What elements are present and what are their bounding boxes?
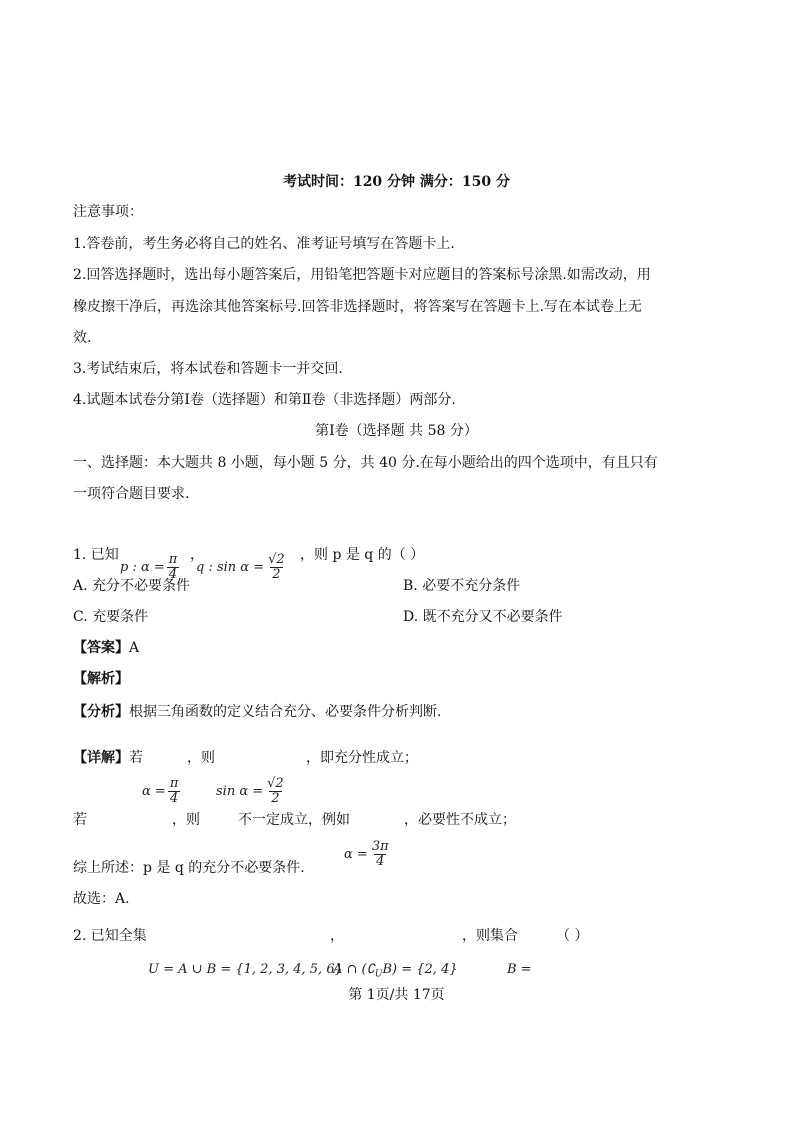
q1-alpha-expression — [142, 777, 182, 806]
q1-example-fraction — [370, 840, 391, 869]
q1-example-lhs: α = — [344, 847, 368, 862]
q1-q-expression — [196, 553, 289, 582]
q1-stem-comma: ， — [190, 547, 204, 563]
q1-detail2-if: 若 — [73, 812, 87, 828]
section-title: 第Ⅰ卷（选择题 共 58 分） — [315, 423, 478, 439]
q1-q-den: 2 — [272, 567, 281, 582]
q1-example-expression — [344, 840, 393, 869]
q1-sin-fraction — [265, 777, 286, 806]
q2-a-sub: U — [374, 969, 383, 980]
q1-sin-den: 2 — [271, 791, 280, 806]
q1-detail2-then: ，则 — [172, 812, 200, 828]
section-instruction-2: 一项符合题目要求. — [73, 486, 190, 502]
q2-stem-bracket: （ ） — [556, 928, 589, 944]
q1-choice-c: C. 充要条件 — [73, 609, 149, 625]
q1-p-lhs: p : α = — [120, 560, 165, 575]
q1-answer-value: A — [129, 640, 140, 656]
notice-item-2-cont: 橡皮擦干净后，再选涂其他答案标号.回答非选择题时，将答案写在答题卡上.写在本试卷上无 — [73, 299, 642, 315]
notice-item-2: 2.回答选择题时，选出每小题答案后，用铅笔把答题卡对应题目的答案标号涂黑.如需改动，用 — [73, 267, 651, 283]
q1-sin-lhs: sin α = — [216, 784, 264, 799]
q1-detail2-not: 不一定成立，例如 — [238, 812, 350, 828]
q2-a-rhs: B) = {2, 4} — [382, 962, 458, 977]
q1-p-num: π — [168, 552, 178, 567]
q1-analysis-label: 【解析】 — [73, 671, 129, 687]
q1-detail2-necessary: ，必要性不成立； — [404, 812, 516, 828]
q1-fenxi-text: 根据三角函数的定义结合充分、必要条件分析判断. — [129, 704, 442, 720]
q2-a-expression — [333, 962, 458, 980]
section-instruction-1: 一、选择题：本大题共 8 小题，每小题 5 分，共 40 分.在每小题给出的四个选项中，有且只有 — [73, 455, 658, 471]
q1-choose: 故选：A. — [73, 891, 130, 907]
q1-sin-num: √2 — [267, 776, 284, 791]
notice-title: 注意事项： — [73, 204, 143, 220]
q1-alpha-den: 4 — [169, 791, 179, 806]
q1-example-num: 3π — [371, 839, 389, 854]
q1-example-den: 4 — [376, 854, 385, 869]
notice-item-3: 3.考试结束后，将本试卷和答题卡一并交回. — [73, 361, 343, 377]
q1-alpha-fraction — [168, 777, 181, 806]
q1-summary: 综上所述：p 是 q 的充分不必要条件. — [73, 860, 305, 876]
q2-a-lhs: A ∩ (∁ — [333, 962, 375, 977]
q1-detail-if: 若 — [129, 750, 143, 766]
q1-p-den: 4 — [168, 567, 178, 582]
q1-detail-line1 — [73, 748, 143, 768]
q1-q-fraction — [266, 553, 287, 582]
notice-item-2-end: 效. — [73, 330, 92, 346]
q1-stem-suffix: ，则 p 是 q 的（ ） — [300, 547, 425, 563]
q1-detail-label: 【详解】 — [73, 750, 129, 766]
q1-sin-expression — [216, 777, 288, 806]
q1-stem-prefix: 1. 已知 — [73, 547, 119, 563]
q1-choice-d: D. 既不充分又不必要条件 — [403, 609, 563, 625]
q2-stem-suffix: ，则集合 — [462, 928, 518, 944]
q2-stem-prefix: 2. 已知全集 — [73, 928, 147, 944]
q1-choice-b: B. 必要不充分条件 — [403, 578, 521, 594]
q1-choice-a: A. 充分不必要条件 — [73, 578, 191, 594]
q1-q-lhs: q : sin α = — [196, 560, 265, 575]
q1-alpha-num: π — [169, 776, 179, 791]
notice-item-4: 4.试题本试卷分第Ⅰ卷（选择题）和第Ⅱ卷（非选择题）两部分. — [73, 392, 456, 408]
q1-detail-sufficient: ，即充分性成立； — [306, 750, 418, 766]
q1-q-num: √2 — [268, 552, 285, 567]
page-number: 第 1页/共 17页 — [348, 987, 445, 1003]
q2-stem-comma: ， — [330, 928, 344, 944]
q1-alpha-lhs: α = — [142, 784, 166, 799]
exam-info: 考试时间：120 分钟 满分：150 分 — [282, 174, 511, 190]
q1-fenxi — [73, 702, 441, 722]
q1-answer — [73, 638, 139, 658]
notice-item-1: 1.答卷前，考生务必将自己的姓名、准考证号填写在答题卡上. — [73, 236, 455, 252]
q1-answer-label: 【答案】 — [73, 640, 129, 656]
q1-detail-then: ，则 — [187, 750, 215, 766]
q2-b-expression: B = — [507, 962, 532, 977]
q2-u-expression: U = A ∪ B = {1, 2, 3, 4, 5, 6} — [148, 962, 343, 977]
q1-fenxi-label: 【分析】 — [73, 704, 129, 720]
